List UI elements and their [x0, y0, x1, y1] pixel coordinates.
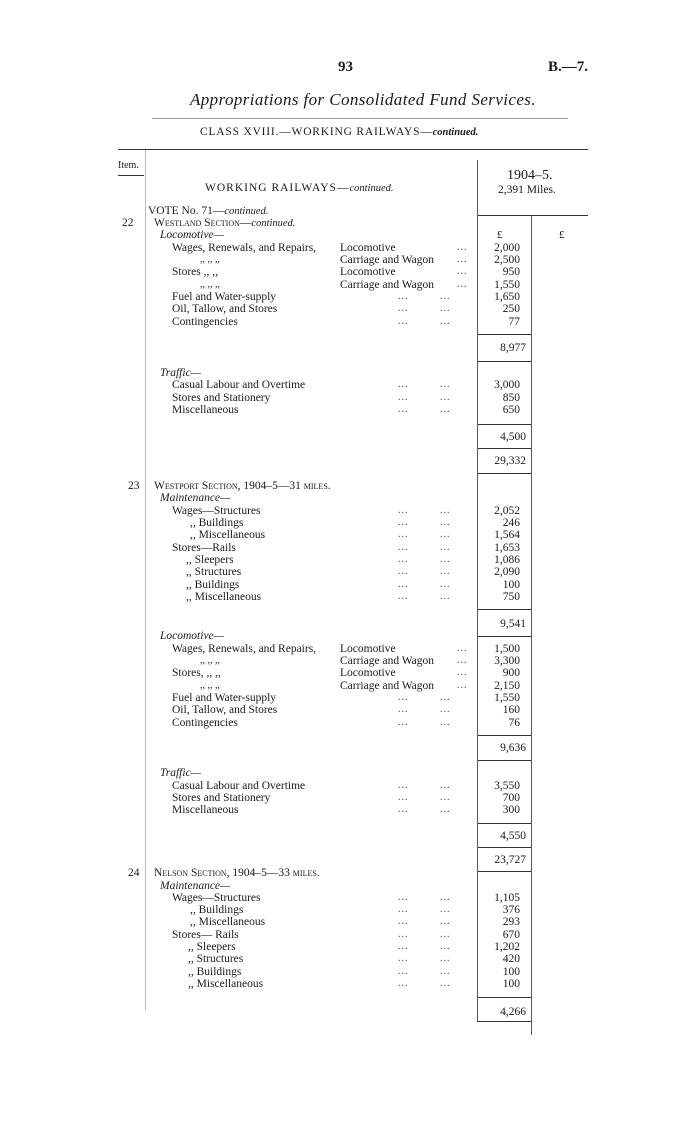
subtotal-rule	[478, 1021, 531, 1022]
vote-number: VOTE No. 71—	[148, 205, 225, 217]
leader-dots: ...	[457, 643, 468, 654]
item-number: 24	[128, 867, 140, 879]
page-title: Appropriations for Consolidated Fund Services.	[190, 90, 536, 109]
leader-dots: ... ...	[398, 792, 451, 803]
subhead-traffic: Traffic—	[160, 367, 201, 379]
subtotal-rule	[478, 735, 531, 736]
row-label: ,, Structures	[186, 566, 242, 578]
amount: 750	[502, 591, 520, 603]
section-heading	[205, 182, 394, 194]
leader-dots: ... ...	[398, 554, 451, 565]
section-name: Westland Section—	[154, 217, 252, 229]
amount: 250	[502, 303, 520, 315]
row-label: ,, Sleepers	[186, 554, 234, 566]
amount: 3,550	[494, 780, 520, 792]
amount: 300	[502, 804, 520, 816]
subtotal: 4,550	[500, 830, 526, 842]
row-label-b: Locomotive	[340, 643, 396, 655]
leader-dots: ... ...	[398, 303, 451, 314]
leader-dots: ... ...	[398, 704, 451, 715]
year-heading: 1904–5.	[507, 168, 553, 183]
row-label: Wages, Renewals, and Repairs,	[172, 643, 317, 655]
subtotal-rule	[478, 609, 531, 610]
row-label: ,, Miscellaneous	[190, 529, 266, 541]
item-number: 22	[122, 217, 134, 229]
subhead-locomotive: Locomotive—	[160, 630, 224, 642]
amount: 1,105	[494, 892, 520, 904]
row-label-b: Locomotive	[340, 266, 396, 278]
amount-column-rule-left	[477, 160, 478, 1022]
amount: 420	[502, 953, 520, 965]
subhead-maintenance: Maintenance—	[160, 492, 231, 504]
subtotal-rule	[478, 823, 531, 824]
row-label: ,, ,, ,,	[200, 254, 220, 265]
total-rule	[478, 473, 531, 474]
row-label: ,, Miscellaneous	[186, 591, 262, 603]
currency-symbol: £	[559, 229, 565, 241]
row-label-b: Carriage and Wagon	[340, 254, 435, 266]
amount: 3,000	[494, 379, 520, 391]
leader-dots: ... ...	[398, 953, 451, 964]
section-cont: continued.	[251, 218, 296, 229]
section-total: 23,727	[494, 854, 526, 866]
item-column-header: Item.	[118, 160, 139, 171]
amount: 376	[502, 904, 520, 916]
miles-heading: 2,391 Miles.	[498, 184, 556, 196]
subtotal: 4,266	[500, 1006, 526, 1018]
subhead-maintenance: Maintenance—	[160, 880, 231, 892]
row-label: ,, Sleepers	[188, 941, 236, 953]
row-label: ,, Buildings	[186, 579, 240, 591]
row-label-b: Carriage and Wagon	[340, 655, 435, 667]
row-label: Oil, Tallow, and Stores	[172, 303, 278, 315]
page-number: 93	[338, 59, 353, 75]
item-header-rule	[118, 175, 144, 176]
row-label-b: Locomotive	[340, 242, 396, 254]
leader-dots: ... ...	[398, 966, 451, 977]
row-label: Wages—Structures	[172, 892, 261, 904]
row-label: ,, Structures	[188, 953, 244, 965]
row-label: Miscellaneous	[172, 404, 239, 416]
row-label: ,, Buildings	[190, 904, 244, 916]
leader-dots: ... ...	[398, 780, 451, 791]
leader-dots: ... ...	[398, 404, 451, 415]
row-label: Miscellaneous	[172, 804, 239, 816]
amount: 1,086	[494, 554, 520, 566]
leader-dots: ... ...	[398, 692, 451, 703]
leader-dots: ... ...	[398, 505, 451, 516]
leader-dots: ... ...	[398, 717, 451, 728]
amount: 2,052	[494, 505, 520, 517]
subtotal-rule	[478, 334, 531, 335]
leader-dots: ... ...	[398, 566, 451, 577]
leader-dots: ... ...	[398, 517, 451, 528]
row-label: Stores and Stationery	[172, 392, 271, 404]
leader-dots: ... ...	[398, 542, 451, 553]
vote-cont: continued.	[224, 206, 269, 217]
leader-dots: ...	[457, 279, 468, 290]
row-label: Fuel and Water-supply	[172, 692, 277, 704]
subtotal-rule	[478, 448, 531, 449]
subtotal: 4,500	[500, 431, 526, 443]
leader-dots: ... ...	[398, 978, 451, 989]
amount: 100	[502, 579, 520, 591]
subtotal-rule	[478, 997, 531, 998]
subhead-traffic: Traffic—	[160, 767, 201, 779]
subtotal-rule	[478, 847, 531, 848]
amount: 246	[502, 517, 520, 529]
amount: 950	[502, 266, 520, 278]
section-total: 29,332	[494, 455, 526, 467]
amount: 2,000	[494, 242, 520, 254]
leader-dots: ...	[457, 266, 468, 277]
row-label: ,, Miscellaneous	[188, 978, 264, 990]
subtotal-rule	[478, 361, 531, 362]
class-heading-main: CLASS XVIII.—WORKING RAILWAYS—	[200, 126, 433, 138]
row-label: Stores— Rails	[172, 929, 239, 941]
subtotal-rule	[478, 760, 531, 761]
subhead-locomotive: Locomotive—	[160, 229, 224, 241]
table-top-rule	[118, 149, 588, 150]
row-label-b: Carriage and Wagon	[340, 279, 435, 291]
amount-column-rule-mid	[531, 215, 532, 1035]
leader-dots: ... ...	[398, 392, 451, 403]
amount: 900	[502, 667, 520, 679]
row-label: Casual Labour and Overtime	[172, 780, 306, 792]
row-label-b: Carriage and Wagon	[340, 680, 435, 692]
section-title: Nelson Section, 1904–5—33 miles.	[154, 867, 320, 879]
amount: 2,150	[494, 680, 520, 692]
row-label: ,, ,, ,,	[200, 680, 220, 691]
amount: 77	[508, 316, 520, 328]
row-label: Casual Labour and Overtime	[172, 379, 306, 391]
currency-symbol: £	[497, 229, 503, 241]
subtotal-rule	[478, 424, 531, 425]
row-label: Contingencies	[172, 316, 238, 328]
row-label: Oil, Tallow, and Stores	[172, 704, 278, 716]
leader-dots: ... ...	[398, 904, 451, 915]
amount: 2,090	[494, 566, 520, 578]
leader-dots: ...	[457, 680, 468, 691]
amount: 3,300	[494, 655, 520, 667]
row-label: Stores—Rails	[172, 542, 236, 554]
leader-dots: ...	[457, 667, 468, 678]
row-label: Stores ,, ,,	[172, 266, 218, 278]
leader-dots: ... ...	[398, 916, 451, 927]
amount: 100	[502, 966, 520, 978]
leader-dots: ... ...	[398, 804, 451, 815]
row-label: Wages—Structures	[172, 505, 261, 517]
row-label: ,, Miscellaneous	[190, 916, 266, 928]
leader-dots: ... ...	[398, 591, 451, 602]
leader-dots: ... ...	[398, 291, 451, 302]
row-label-b: Locomotive	[340, 667, 396, 679]
row-label: ,, Buildings	[190, 517, 244, 529]
leader-dots: ... ...	[398, 892, 451, 903]
class-heading-cont: continued.	[432, 127, 479, 138]
amount: 160	[502, 704, 520, 716]
leader-dots: ... ...	[398, 529, 451, 540]
subtotal: 8,977	[500, 342, 526, 354]
amount-header-rule	[478, 215, 588, 216]
subtotal: 9,541	[500, 618, 526, 630]
amount: 2,500	[494, 254, 520, 266]
amount: 1,650	[494, 291, 520, 303]
row-label: Contingencies	[172, 717, 238, 729]
item-column-rule	[145, 150, 146, 1010]
class-heading	[200, 126, 478, 138]
row-label: ,, ,, ,,	[200, 655, 220, 666]
row-label: ,, Buildings	[188, 966, 242, 978]
amount: 650	[502, 404, 520, 416]
amount: 100	[502, 978, 520, 990]
leader-dots: ...	[457, 242, 468, 253]
amount: 850	[502, 392, 520, 404]
amount: 1,202	[494, 941, 520, 953]
row-label: ,, ,, ,,	[200, 279, 220, 290]
leader-dots: ... ...	[398, 316, 451, 327]
amount: 670	[502, 929, 520, 941]
row-label: Stores, ,, ,,	[172, 667, 221, 679]
subtotal: 9,636	[500, 742, 526, 754]
section-title: Westport Section, 1904–5—31 miles.	[154, 480, 331, 492]
row-label: Stores and Stationery	[172, 792, 271, 804]
amount: 76	[508, 717, 520, 729]
amount: 1,564	[494, 529, 520, 541]
amount: 700	[502, 792, 520, 804]
leader-dots: ... ...	[398, 379, 451, 390]
amount: 1,550	[494, 692, 520, 704]
leader-dots: ... ...	[398, 929, 451, 940]
document-reference: B.—7.	[548, 59, 589, 75]
leader-dots: ...	[457, 655, 468, 666]
amount: 1,500	[494, 643, 520, 655]
leader-dots: ... ...	[398, 579, 451, 590]
row-label: Fuel and Water-supply	[172, 291, 277, 303]
amount: 293	[502, 916, 520, 928]
rule	[152, 118, 568, 119]
section-heading-main: WORKING RAILWAYS—	[205, 182, 350, 194]
amount: 1,653	[494, 542, 520, 554]
item-number: 23	[128, 480, 140, 492]
section-heading-cont: continued.	[349, 183, 394, 194]
leader-dots: ...	[457, 254, 468, 265]
leader-dots: ... ...	[398, 941, 451, 952]
subtotal-rule	[478, 636, 531, 637]
amount: 1,550	[494, 279, 520, 291]
total-rule	[478, 871, 531, 872]
row-label: Wages, Renewals, and Repairs,	[172, 242, 317, 254]
